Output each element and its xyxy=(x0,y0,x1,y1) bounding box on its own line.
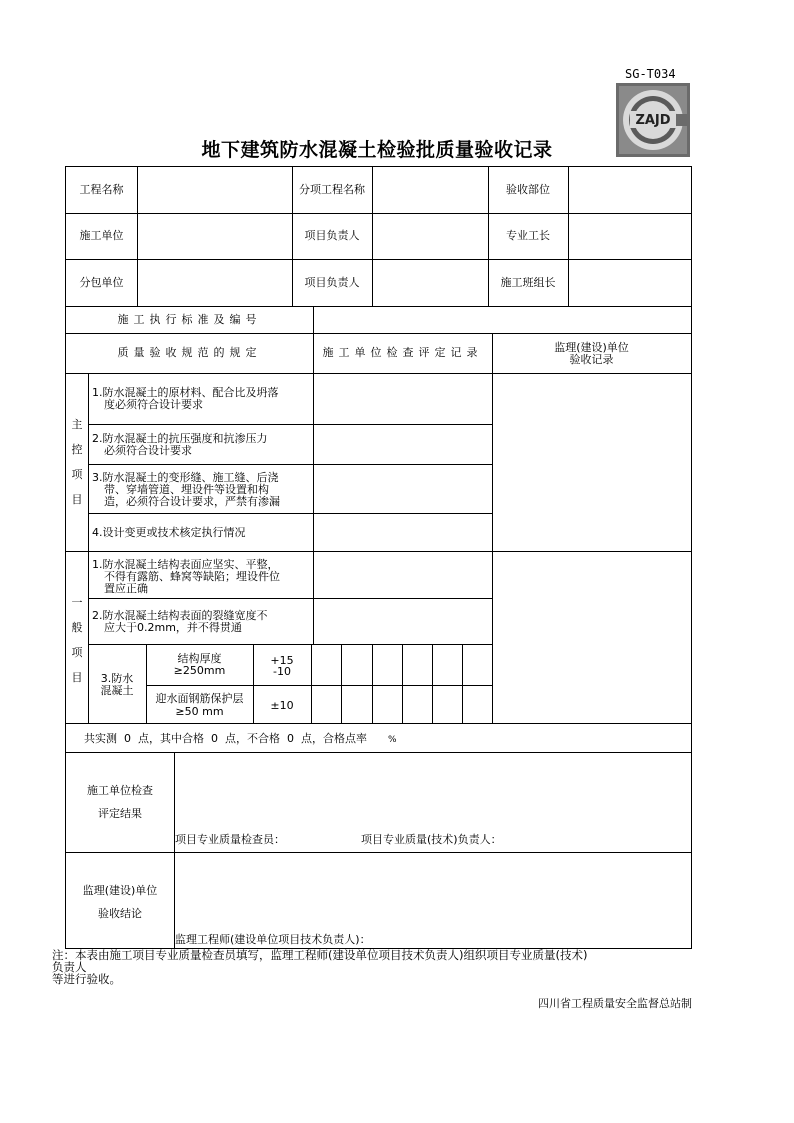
quality-inspector-signature: 项目专业质量检查员： xyxy=(175,833,285,846)
summary-unqualified: 0 xyxy=(287,732,294,745)
general-item-3-label-1: 3.防水 xyxy=(100,672,134,685)
label-standard: 施工执行标准及编号 xyxy=(117,313,262,326)
supervision-conclusion-label-1: 监理(建设)单位 xyxy=(82,884,158,897)
label-subproject-name: 分项工程名称 xyxy=(299,183,365,196)
main-item-1-line-1: 1.防水混凝土的原材料、配合比及坍落 xyxy=(92,386,279,399)
quality-tech-head-signature: 项目专业质量(技术)负责人： xyxy=(361,833,502,846)
main-item-3-line-2: 带、穿墙管道、埋设件等设置和构 xyxy=(104,483,269,496)
main-item-2-line-1: 2.防水混凝土的抗压强度和抗渗压力 xyxy=(92,432,268,445)
main-item-4-line-1: 4.设计变更或技术核定执行情况 xyxy=(92,526,246,539)
label-subcontract-unit: 分包单位 xyxy=(79,276,124,289)
thickness-requirement: ≥250mm xyxy=(173,664,226,677)
general-item-1-line-1: 1.防水混凝土结构表面应坚实、平整， xyxy=(92,558,279,571)
summary-row xyxy=(84,733,397,746)
general-char-4: 目 xyxy=(71,671,83,684)
summary-percent: % xyxy=(387,735,397,745)
footnote xyxy=(52,949,692,985)
footnote-line-2: 负责人 xyxy=(52,960,87,974)
label-spec: 质量验收规范的规定 xyxy=(117,346,262,359)
label-project-manager: 项目负责人 xyxy=(304,229,360,242)
general-item-1-line-3: 置应正确 xyxy=(104,582,148,595)
label-check-record: 施工单位检查评定记录 xyxy=(322,346,483,359)
cover-name: 迎水面钢筋保护层 xyxy=(155,692,244,705)
summary-qualified: 0 xyxy=(211,732,218,745)
general-char-1: 一 xyxy=(71,596,83,609)
thickness-name: 结构厚度 xyxy=(177,652,222,665)
general-item-3-label-2: 混凝土 xyxy=(100,684,134,697)
main-item-3-line-1: 3.防水混凝土的变形缝、施工缝、后浇 xyxy=(92,471,279,484)
construction-eval-label-1: 施工单位检查 xyxy=(87,784,153,797)
general-char-3: 项 xyxy=(71,646,83,659)
footnote-line-3: 等进行验收。 xyxy=(52,972,121,986)
general-item-2-line-2: 应大于0.2mm，并不得贯通 xyxy=(104,621,242,634)
main-item-2-line-2: 必须符合设计要求 xyxy=(104,444,192,457)
summary-prefix-1: 共实测 xyxy=(84,732,117,745)
form-code: SG-T034 xyxy=(625,67,676,81)
logo-text: ZAJD xyxy=(635,113,671,128)
supervision-engineer-signature: 监理工程师(建设单位项目技术负责人)： xyxy=(175,933,371,946)
form-table xyxy=(65,166,692,949)
label-team-leader: 施工班组长 xyxy=(500,276,556,289)
summary-measured: 0 xyxy=(124,732,131,745)
page-title: 地下建筑防水混凝土检验批质量验收记录 xyxy=(201,139,553,161)
construction-eval-label-2: 评定结果 xyxy=(98,807,142,820)
main-control-char-3: 项 xyxy=(71,468,83,481)
main-item-3-line-3: 造，必须符合设计要求，严禁有渗漏 xyxy=(104,495,280,508)
thickness-tolerance-plus: +15 xyxy=(270,654,294,667)
label-project-name: 工程名称 xyxy=(79,183,124,196)
issuer: 四川省工程质量安全监督总站制 xyxy=(538,997,692,1010)
cover-requirement: ≥50 mm xyxy=(175,705,224,718)
label-supervision-record-1: 监理(建设)单位 xyxy=(554,341,629,354)
main-item-1-line-2: 度必须符合设计要求 xyxy=(104,398,203,411)
general-item-1-line-2: 不得有露筋、蜂窝等缺陷；埋设件位 xyxy=(104,570,280,583)
label-project-manager-2: 项目负责人 xyxy=(304,276,360,289)
thickness-tolerance-minus: -10 xyxy=(273,665,291,678)
label-supervision-record-2: 验收记录 xyxy=(569,353,614,366)
supervision-conclusion-label-2: 验收结论 xyxy=(98,907,142,920)
label-construction-unit: 施工单位 xyxy=(79,229,124,242)
summary-prefix-4: 点，合格点率 xyxy=(301,732,367,745)
footnote-line-1: 注：本表由施工项目专业质量检查员填写，监理工程师(建设单位项目技术负责人)组织项目专业质量(技术) xyxy=(52,948,588,962)
main-control-char-1: 主 xyxy=(71,418,83,431)
general-item-2-line-1: 2.防水混凝土结构表面的裂缝宽度不 xyxy=(92,609,268,622)
cover-tolerance: ±10 xyxy=(270,699,294,712)
label-acceptance-part: 验收部位 xyxy=(506,183,550,196)
label-foreman: 专业工长 xyxy=(506,229,550,242)
general-char-2: 般 xyxy=(71,621,83,634)
main-control-char-4: 目 xyxy=(71,493,83,506)
summary-prefix-2: 点，其中合格 xyxy=(138,732,204,745)
summary-prefix-3: 点，不合格 xyxy=(225,732,280,745)
main-control-char-2: 控 xyxy=(71,443,83,456)
